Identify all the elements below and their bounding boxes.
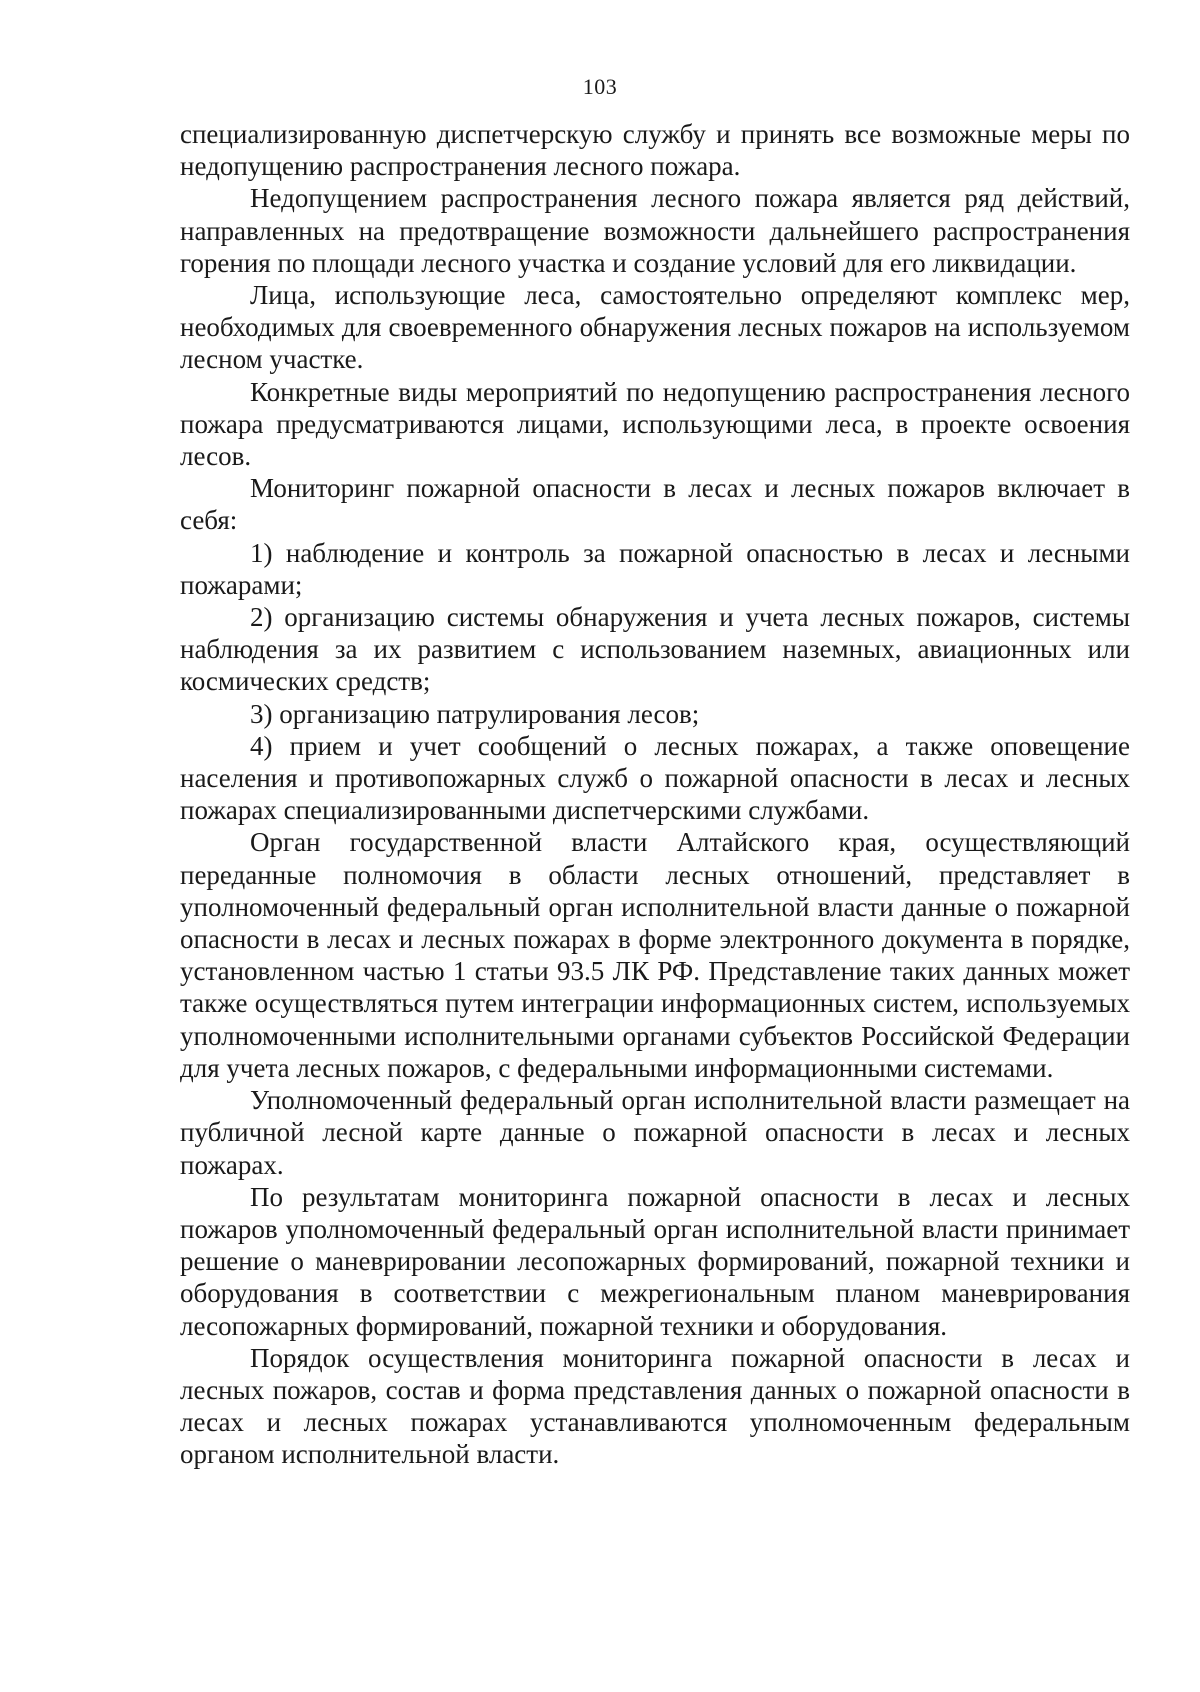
paragraph: Недопущением распространения лесного пожара является ряд действий, направленных на предотвращение возможности дальнейшего распространения горения по площади лесного участка и создание условий для его ликвидации. (180, 183, 1130, 278)
paragraph: Порядок осуществления мониторинга пожарной опасности в лесах и лесных пожаров, состав и форма представления данных о пожарной опасности в лесах и лесных пожарах устанавливаются уполномоченным федеральным органом исполнительной власти. (180, 1342, 1130, 1470)
paragraph: Орган государственной власти Алтайского края, осуществляющий переданные полномочия в области лесных отношений, представляет в уполномоченный федеральный орган исполнительной власти данные о пожарной опасности в лесах и лесных пожарах в форме электронного документа в порядке, установленном частью 1 статьи 93.5 ЛК РФ. Представление таких данных может также осуществляться путем интеграции информационных систем, используемых уполномоченными исполнительными органами субъектов Российской Федерации для учета лесных пожаров, с федеральными информационными системами. (180, 827, 1130, 1083)
paragraph: 2) организацию системы обнаружения и учета лесных пожаров, системы наблюдения за их развитием с использованием наземных, авиационных или космических средств; (180, 602, 1130, 697)
page-number: 103 (582, 74, 618, 99)
paragraph: 1) наблюдение и контроль за пожарной опасностью в лесах и лесными пожарами; (180, 537, 1130, 600)
paragraph: специализированную диспетчерскую службу и принять все возможные меры по недопущению распространения лесного пожара. (180, 119, 1130, 182)
document-body (180, 118, 1130, 1471)
paragraph: 3) организацию патрулирования лесов; (250, 698, 700, 729)
paragraph: По результатам мониторинга пожарной опасности в лесах и лесных пожаров уполномоченный федеральный орган исполнительной власти принимает решение о маневрировании лесопожарных формирований, пожарной техники и оборудования в соответствии с межрегиональным планом маневрирования лесопожарных формирований, пожарной техники и оборудования. (180, 1181, 1130, 1341)
paragraph: Конкретные виды мероприятий по недопущению распространения лесного пожара предусматриваются лицами, использующими леса, в проекте освоения лесов. (180, 376, 1130, 472)
paragraph: 4) прием и учет сообщений о лесных пожарах, а также оповещение населения и противопожарных служб о пожарной опасности в лесах и лесных пожарах специализированными диспетчерскими службами. (180, 730, 1130, 826)
paragraph: Мониторинг пожарной опасности в лесах и лесных пожаров включает в себя: (180, 473, 1130, 536)
paragraph: Уполномоченный федеральный орган исполнительной власти размещает на публичной лесной карте данные о пожарной опасности в лесах и лесных пожарах. (180, 1085, 1130, 1180)
paragraph: Лица, использующие леса, самостоятельно определяют комплекс мер, необходимых для своевременного обнаружения лесных пожаров на используемом лесном участке. (180, 280, 1130, 375)
